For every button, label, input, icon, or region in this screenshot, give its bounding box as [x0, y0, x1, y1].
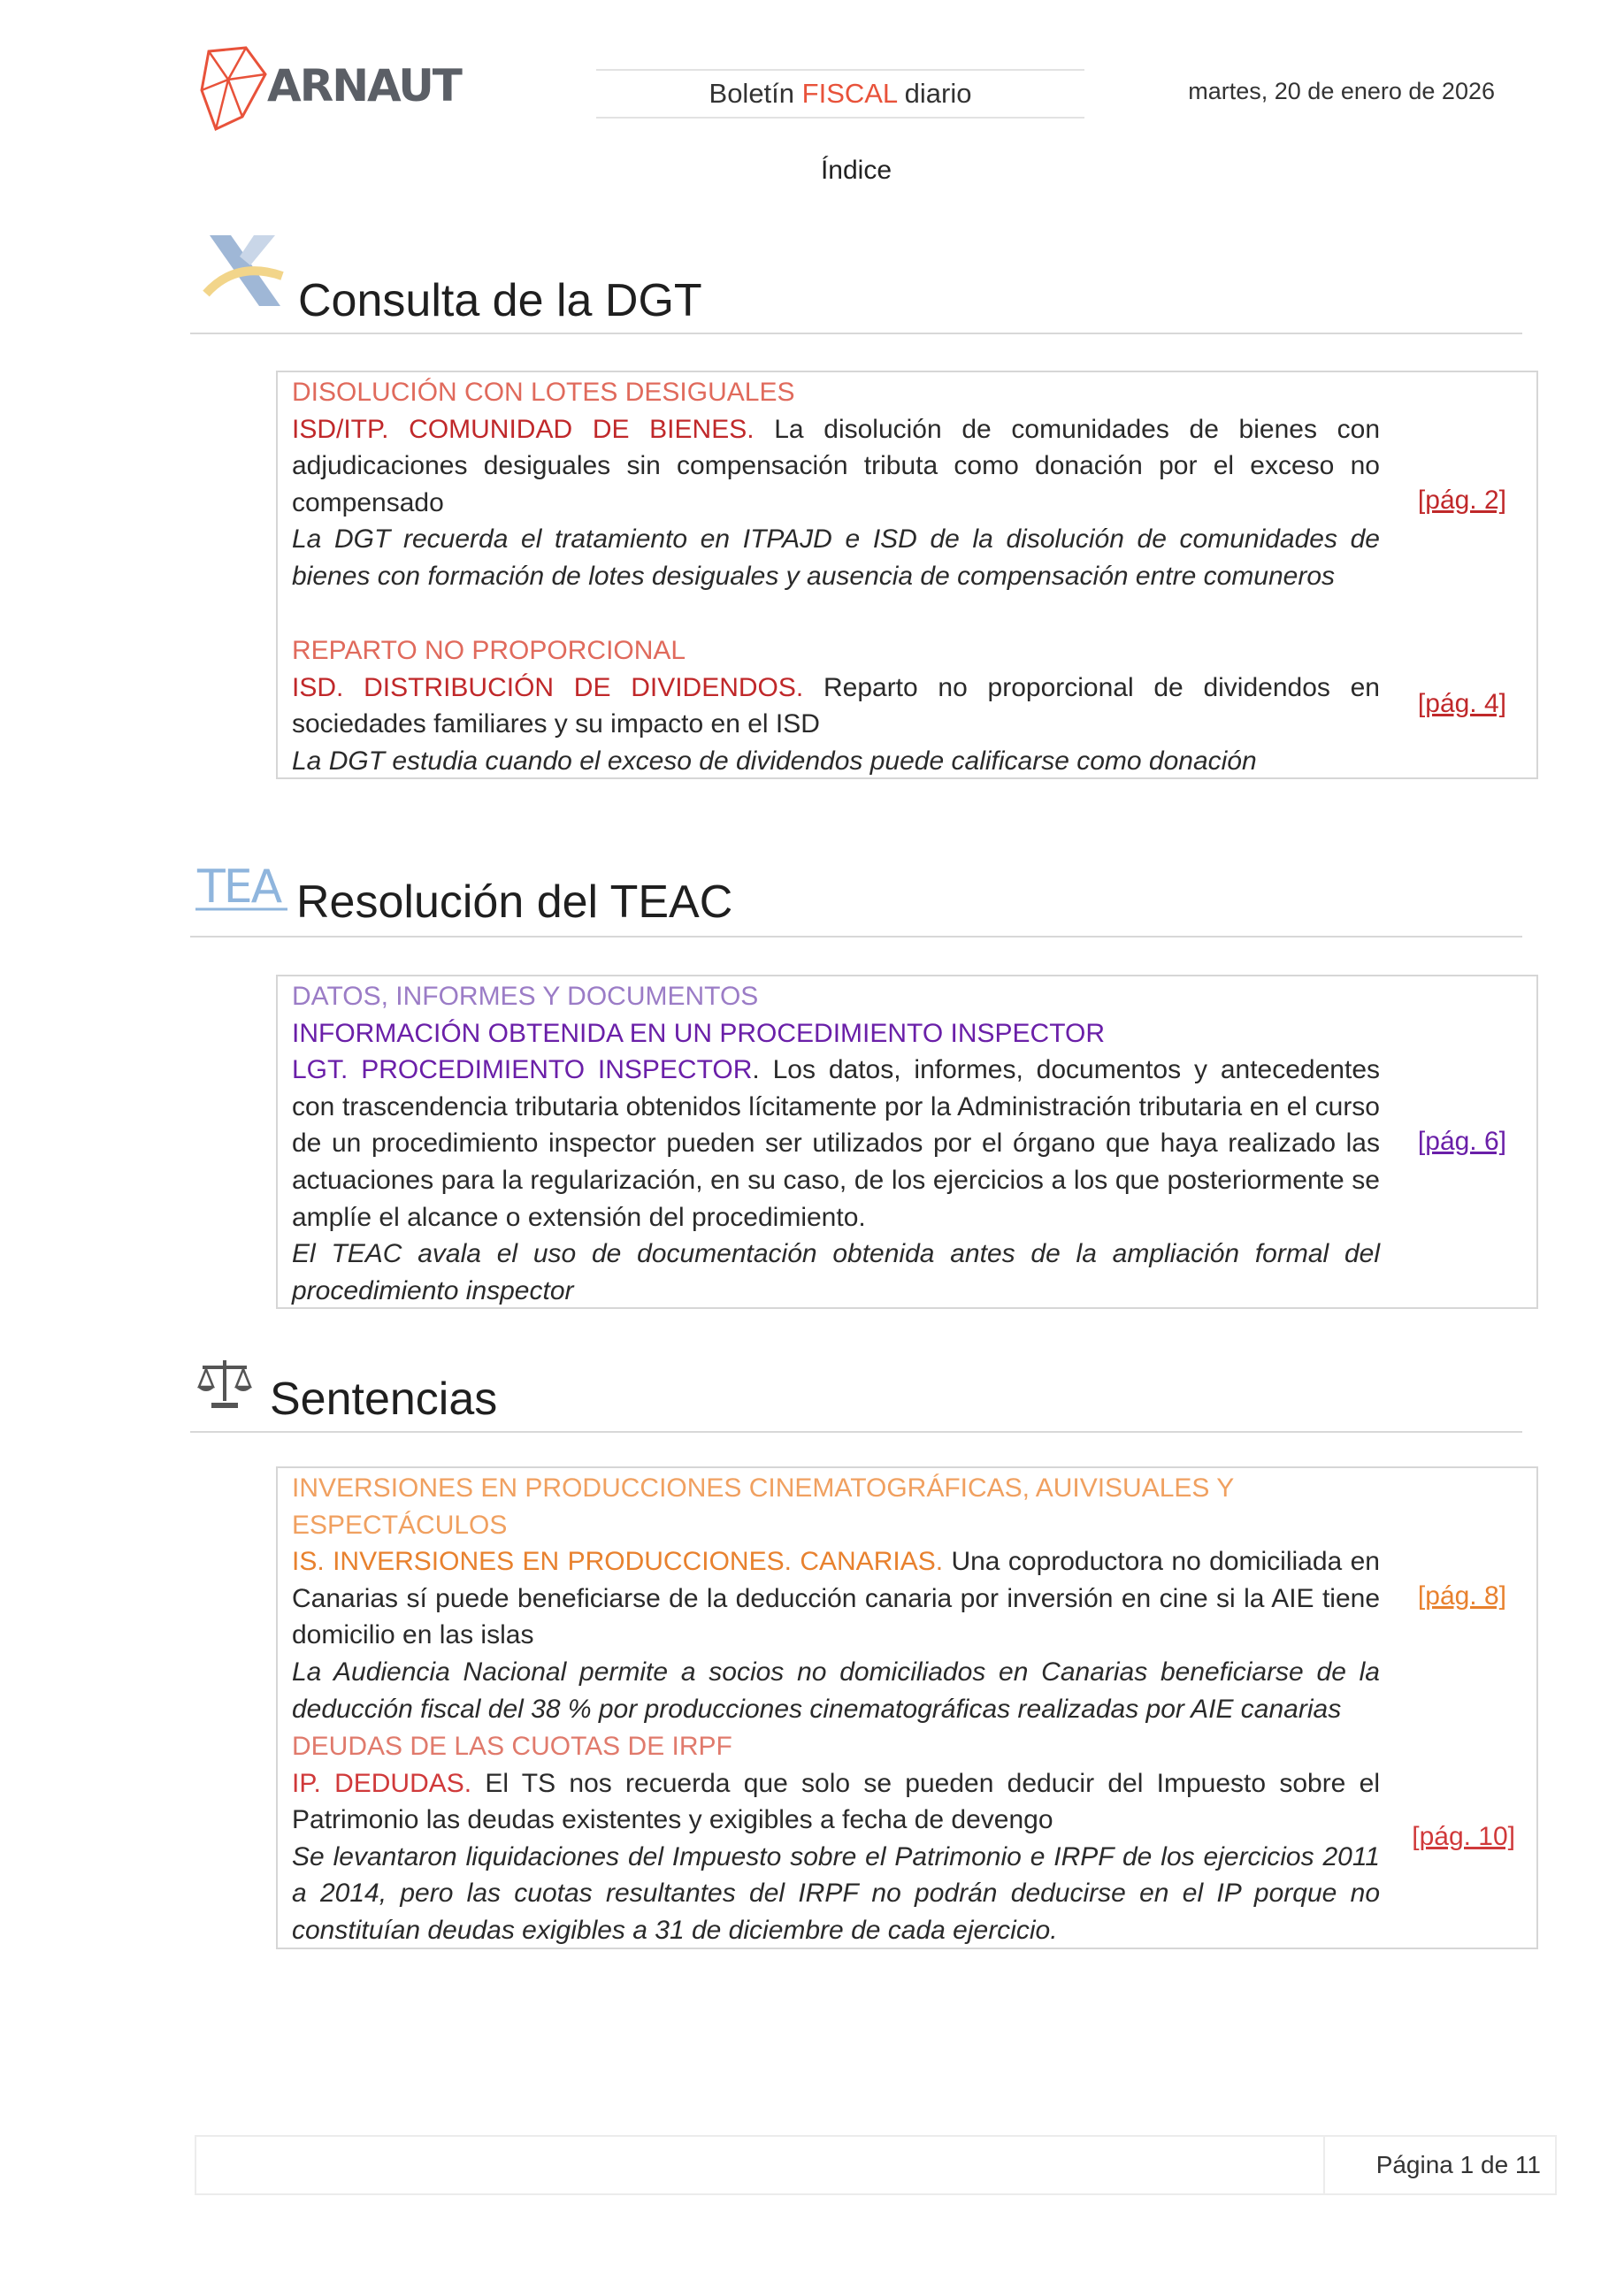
- entry-category: REPARTO NO PROPORCIONAL: [292, 636, 686, 665]
- page-link-2[interactable]: [pág. 2]: [1417, 486, 1506, 515]
- page-link-8[interactable]: [pág. 8]: [1417, 1581, 1506, 1611]
- svg-text:TEA: TEA: [197, 861, 281, 913]
- entry-lead: ISD/ITP. COMUNIDAD DE BIENES.: [292, 414, 755, 444]
- entry-body: El TS nos recuerda que solo se pueden deducir del Impuesto sobre el Patrimonio las deudas existentes y exigibles a fecha de devengo: [292, 1768, 1380, 1835]
- entry-body: Una coproductora no domiciliada en Canarias sí puede beneficiarse de la deducción canaria por inversión en cine si la AIE tiene domicilio en las islas: [292, 1547, 1380, 1650]
- section-title-dgt: Consulta de la DGT: [298, 275, 702, 326]
- entry-lead: IP. DEDUDAS.: [292, 1768, 472, 1798]
- entry-category: DISOLUCIÓN CON LOTES DESIGUALES: [292, 378, 795, 407]
- entry-summary: El TEAC avala el uso de documentación obtenida antes de la ampliación formal del procedimiento inspector: [292, 1239, 1380, 1305]
- entry-lead: IS. INVERSIONES EN PRODUCCIONES. CANARIAS.: [292, 1547, 944, 1577]
- arnaut-logo-mark-icon: [196, 44, 267, 133]
- dgt-entry-2: [292, 632, 1380, 779]
- bulletin-title: [596, 69, 1084, 119]
- dgt-entry-1: [292, 374, 1380, 595]
- footer-divider: [1323, 2137, 1325, 2193]
- page-number: Página 1 de 11: [1375, 2151, 1541, 2178]
- logo-text: ARNAUT: [267, 60, 461, 111]
- publication-date: martes, 20 de enero de 2026: [1188, 78, 1495, 104]
- entry-summary: Se levantaron liquidaciones del Impuesto sobre el Patrimonio e IRPF de los ejercicios 2011 a 2014, pero las cuotas resultantes del IRPF no podrán deducirse en el IP porque no constituían deudas exigibles a 31 de diciembre de cada ejercicio.: [292, 1841, 1380, 1945]
- entry-body: . Los datos, informes, documentos y antecedentes con trascendencia tributaria obtenidos lícitamente por la Administración tributaria en el curso de un procedimiento inspector pueden ser utilizados por el órgano que haya realizado las actuaciones para la regularización, en su caso, de los ejercicios a los que posteriormente se amplíe el alcance o extensión del procedimiento.: [292, 1055, 1380, 1232]
- bulletin-suffix: diario: [897, 78, 972, 109]
- entry-category: DATOS, INFORMES Y DOCUMENTOS: [292, 982, 759, 1011]
- teac-entry-1: [292, 978, 1380, 1309]
- entry-category: INVERSIONES EN PRODUCCIONES CINEMATOGRÁFICAS, AUIVISUALES Y ESPECTÁCULOS: [292, 1473, 1234, 1540]
- page-link-10[interactable]: [pág. 10]: [1412, 1822, 1515, 1851]
- sentencias-entry-1: [292, 1470, 1380, 1727]
- entry-category: DEUDAS DE LAS CUOTAS DE IRPF: [292, 1732, 732, 1761]
- section-header-teac: [190, 840, 1522, 938]
- entry-body: La disolución de comunidades de bienes con adjudicaciones desiguales sin compensación tributa como donación por el exceso no compensado: [292, 414, 1380, 517]
- arnaut-logo: [196, 44, 462, 133]
- sentencias-box: [276, 1466, 1538, 1949]
- section-header-dgt: [190, 223, 1522, 334]
- section-header-sentencias: [190, 1344, 1522, 1433]
- scales-icon: [195, 1357, 254, 1412]
- entry-lead: LGT. PROCEDIMIENTO INSPECTOR: [292, 1055, 753, 1085]
- entry-lead: ISD. DISTRIBUCIÓN DE DIVIDENDOS.: [292, 672, 804, 702]
- bulletin-prefix: Boletín: [709, 78, 802, 109]
- entry-summary: La DGT estudia cuando el exceso de dividendos puede calificarse como donación: [292, 746, 1257, 776]
- agencia-tributaria-icon: [201, 230, 287, 311]
- sentencias-entry-2: [292, 1728, 1380, 1949]
- tea-logo-icon: [195, 858, 287, 913]
- teac-box: [276, 975, 1538, 1309]
- section-title-sentencias: Sentencias: [270, 1374, 498, 1425]
- section-title-teac: Resolución del TEAC: [296, 876, 733, 928]
- entry-subtitle: INFORMACIÓN OBTENIDA EN UN PROCEDIMIENTO INSPECTOR: [292, 1018, 1105, 1048]
- entry-summary: La Audiencia Nacional permite a socios no domiciliados en Canarias beneficiarse de la deducción fiscal del 38 % por producciones cinematográficas realizadas por AIE canarias: [292, 1657, 1380, 1724]
- dgt-box: [276, 371, 1538, 779]
- page-footer: [195, 2135, 1557, 2195]
- bulletin-accent: FISCAL: [801, 78, 898, 109]
- entry-summary: La DGT recuerda el tratamiento en ITPAJD e ISD de la disolución de comunidades de bienes con formación de lotes desiguales y ausencia de compensación entre comuneros: [292, 524, 1380, 591]
- page-link-6[interactable]: [pág. 6]: [1417, 1127, 1506, 1156]
- page-link-4[interactable]: [pág. 4]: [1417, 689, 1506, 718]
- entry-body: Reparto no proporcional de dividendos en sociedades familiares y su impacto en el ISD: [292, 672, 1380, 739]
- index-title: Índice: [820, 156, 892, 185]
